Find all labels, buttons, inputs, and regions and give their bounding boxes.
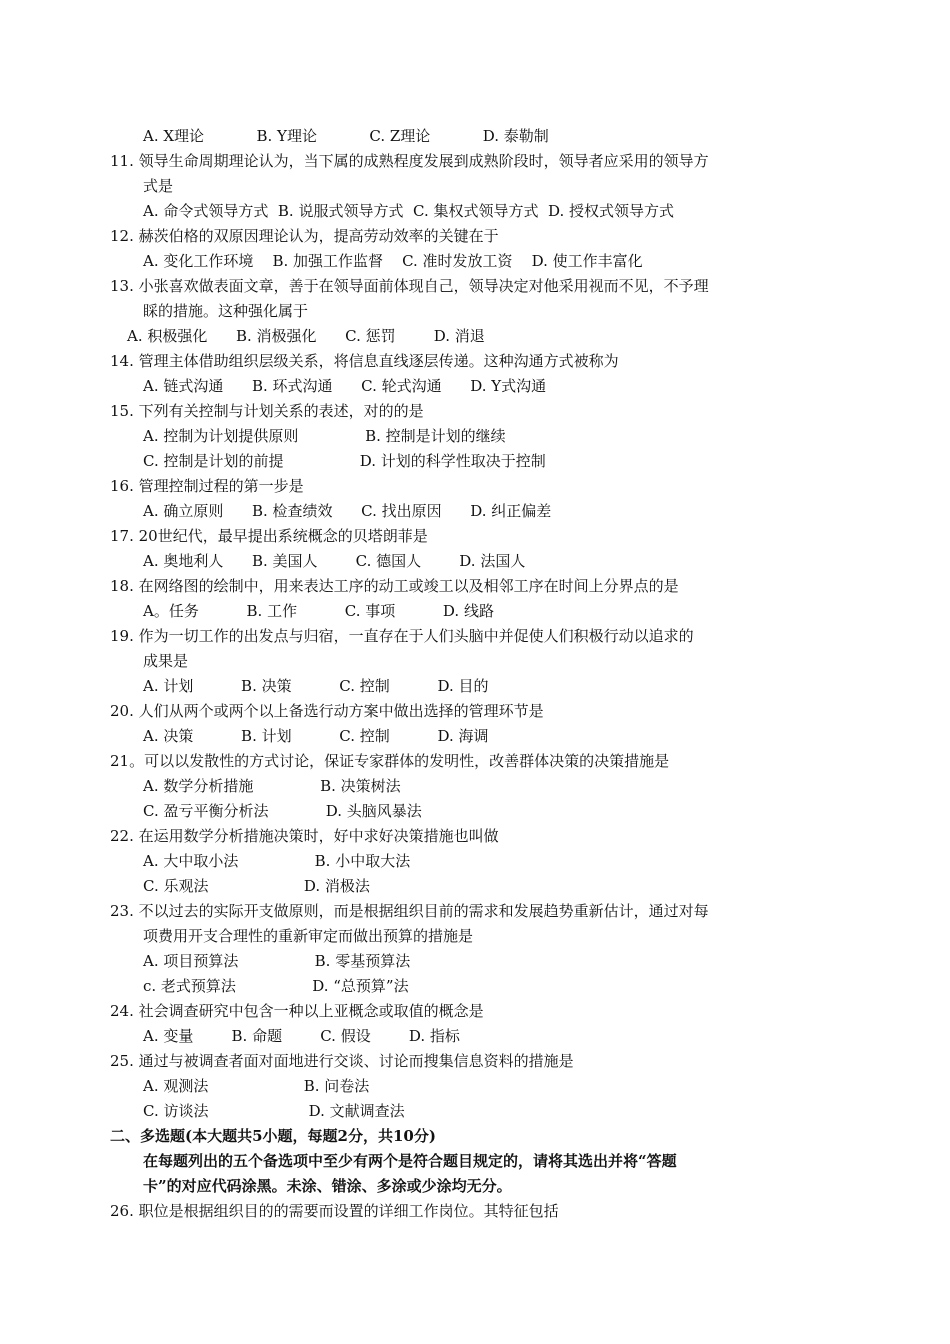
text-line: A. 确立原则 B. 检查绩效 C. 找出原因 D. 纠正偏差 [143,502,552,520]
text-line: A. 数学分析措施 B. 决策树法 [143,777,401,795]
section-heading-line: 在每题列出的五个备选项中至少有两个是符合题目规定的，请将其选出并将“答题 [143,1152,677,1170]
text-line: 24. 社会调查研究中包含一种以上亚概念或取值的概念是 [110,1002,484,1020]
text-line: 25. 通过与被调查者面对面地进行交谈、讨论而搜集信息资料的措施是 [110,1052,574,1070]
text-line: A. 观测法 B. 问卷法 [143,1077,370,1095]
text-line: A. X理论 B. Y理论 C. Z理论 D. 泰勒制 [143,127,549,145]
text-line: 14. 管理主体借助组织层级关系，将信息直线逐层传递。这种沟通方式被称为 [110,352,619,370]
text-line: A. 积极强化 B. 消极强化 C. 惩罚 D. 消退 [127,327,485,345]
text-line: 20. 人们从两个或两个以上备选行动方案中做出选择的管理环节是 [110,702,544,720]
text-line: 11. 领导生命周期理论认为，当下属的成熟程度发展到成熟阶段时，领导者应采用的领导方 [110,152,709,170]
text-line: C. 控制是计划的前提 D. 计划的科学性取决于控制 [143,452,546,470]
text-line: 成果是 [143,652,189,670]
text-line: A. 奥地利人 B. 美国人 C. 德国人 D. 法国人 [143,552,526,570]
text-line: c. 老式预算法 D. “总预算”法 [143,977,409,995]
text-line: C. 盈亏平衡分析法 D. 头脑风暴法 [143,802,422,820]
text-line: C. 乐观法 D. 消极法 [143,877,370,895]
section-heading-line: 卡”的对应代码涂黑。未涂、错涂、多涂或少涂均无分。 [143,1177,512,1195]
text-line: C. 访谈法 D. 文献调查法 [143,1102,405,1120]
text-line: 22. 在运用数学分析措施决策时，好中求好决策措施也叫做 [110,827,499,845]
text-line: 18. 在网络图的绘制中，用来表达工序的动工或竣工以及相邻工序在时间上分界点的是 [110,577,679,595]
text-line: 17. 20世纪代，最早提出系统概念的贝塔朗菲是 [110,527,428,545]
text-line: 式是 [143,177,174,195]
section-heading-line: 二、多选题(本大题共5小题，每题2分，共10分) [110,1127,436,1145]
text-line: 23. 不以过去的实际开支做原则，而是根据组织目前的需求和发展趋势重新估计，通过对每 [110,902,709,920]
text-line: A. 项目预算法 B. 零基预算法 [143,952,411,970]
text-line: A. 链式沟通 B. 环式沟通 C. 轮式沟通 D. Y式沟通 [143,377,547,395]
text-line: A. 决策 B. 计划 C. 控制 D. 海调 [143,727,489,745]
text-line: A。任务 B. 工作 C. 事项 D. 线路 [143,602,494,620]
text-line: 21。可以以发散性的方式讨论，保证专家群体的发明性，改善群体决策的决策措施是 [110,752,670,770]
text-line: 26. 职位是根据组织目的的需要而设置的详细工作岗位。其特征包括 [110,1202,559,1220]
text-line: 19. 作为一切工作的出发点与归宿，一直存在于人们头脑中并促使人们积极行动以追求的 [110,627,694,645]
text-line: 16. 管理控制过程的第一步是 [110,477,304,495]
text-line: A. 大中取小法 B. 小中取大法 [143,852,411,870]
text-line: A. 计划 B. 决策 C. 控制 D. 目的 [143,677,489,695]
text-line: A. 变量 B. 命题 C. 假设 D. 指标 [143,1027,460,1045]
text-line: 项费用开支合理性的重新审定而做出预算的措施是 [143,927,474,945]
text-line: A. 控制为计划提供原则 B. 控制是计划的继续 [143,427,506,445]
text-line: 13. 小张喜欢做表面文章，善于在领导面前体现自己，领导决定对他采用视而不见，不予理 [110,277,709,295]
text-line: 15. 下列有关控制与计划关系的表述，对的的是 [110,402,424,420]
text-line: 睬的措施。这种强化属于 [143,302,309,320]
text-line: A. 命令式领导方式 B. 说服式领导方式 C. 集权式领导方式 D. 授权式领导方式 [143,202,675,220]
text-line: A. 变化工作环境 B. 加强工作监督 C. 准时发放工资 D. 使工作丰富化 [143,252,643,270]
text-line: 12. 赫茨伯格的双原因理论认为，提高劳动效率的关键在于 [110,227,499,245]
